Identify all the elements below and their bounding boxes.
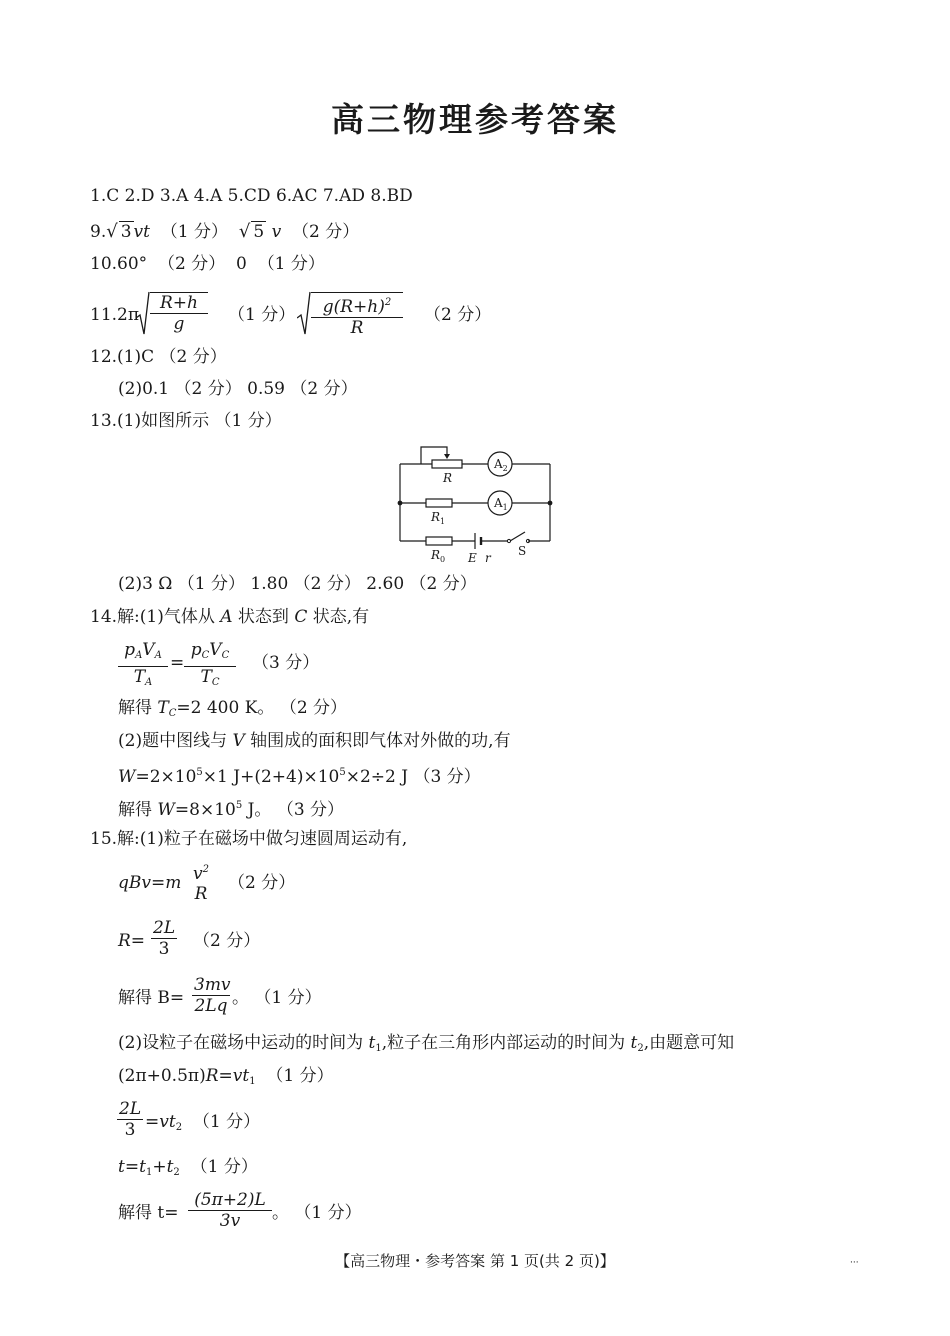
- resistor-R1: [426, 499, 452, 507]
- answer-13-part1: 13.(1)如图所示 （1 分）: [90, 411, 282, 431]
- label-r: r: [485, 551, 491, 565]
- answer-15-line5: (2)设粒子在磁场中运动的时间为 $t_1$,粒子在三角形内部运动的时间为 $t_2$,由题意可知: [118, 1033, 735, 1054]
- q15-eq3-fraction: $\frac{3mv}{2Lq}$: [194, 975, 231, 1016]
- q9-expr-1: vt: [133, 222, 150, 242]
- corner-mark: ···: [850, 1258, 859, 1268]
- q11-f1-denominator: g: [173, 314, 185, 334]
- page-title: 高三物理参考答案: [331, 100, 619, 139]
- equals-sign: =: [170, 653, 185, 673]
- q9-radicand-2: 5: [253, 222, 265, 242]
- q15-eq2-fraction: $\frac{2L}{3}$: [153, 918, 176, 959]
- answer-13-part2: (2)3 Ω （1 分） 1.80 （2 分） 2.60 （2 分）: [118, 574, 477, 594]
- sqrt-symbol: √: [106, 221, 118, 242]
- q10-answer-1: 60°: [117, 254, 148, 274]
- q11-score-1: （1 分）: [228, 305, 296, 325]
- q10-answer-2: 0: [236, 254, 247, 274]
- q15-eq5-score: 。 （1 分）: [272, 1203, 362, 1223]
- answer-15-line1: 15.解:(1)粒子在磁场中做匀速圆周运动有,: [90, 829, 408, 849]
- q15-eq4-fraction: $\frac{2L}{3}$: [119, 1099, 142, 1140]
- label-R: R: [443, 471, 453, 485]
- answer-14-line4: (2)题中图线与 V 轴围成的面积即气体对外做的功,有: [118, 731, 511, 751]
- q15-eq3-lhs: 解得 B=: [118, 988, 185, 1008]
- label-R0: $R_0$: [431, 548, 446, 564]
- label-S: S: [518, 544, 527, 558]
- answers-1-8: 1.C 2.D 3.A 4.A 5.CD 6.AC 7.AD 8.BD: [90, 186, 413, 206]
- q9-expr-2: v: [271, 222, 282, 242]
- answer-12-part2: (2)0.1 （2 分） 0.59 （2 分）: [118, 379, 358, 399]
- label-A1: $A_1$: [494, 496, 508, 512]
- answer-9: [90, 221, 359, 243]
- switch-S: [510, 532, 525, 541]
- answer-14-line6: 解得 $W=8\times 10^5$ J。 （3 分）: [118, 800, 345, 820]
- q11-number: 11.: [90, 305, 118, 325]
- label-A2: $A_2$: [494, 457, 508, 473]
- answer-12-part1: 12.(1)C （2 分）: [90, 347, 227, 367]
- q11-fraction-1: [150, 292, 208, 334]
- q15-eq5-fraction: $\frac{(5\pi+2)L}{3v}$: [188, 1190, 272, 1231]
- q9-number: 9.: [90, 222, 107, 242]
- answer-14-line3: 解得 $T_C=2$ 400 K。 （2 分）: [118, 698, 348, 719]
- q9-score-1: （1 分）: [160, 222, 229, 242]
- circuit-diagram: [390, 440, 560, 570]
- q10-score-1: （2 分）: [158, 254, 226, 274]
- answer-14-line1: 14.解:(1)气体从 A 状态到 C 状态,有: [90, 607, 370, 627]
- q14-fraction-right: $p_CV_C$ $T_C$: [184, 640, 236, 693]
- q15-eq2-score: （2 分）: [193, 931, 261, 951]
- q11-f2-numerator: $g(R+h)^2$: [311, 293, 403, 318]
- q10-number: 10.: [90, 254, 118, 274]
- q15-eq1-lhs: qBv=m: [118, 873, 182, 893]
- q11-coef: 2π: [117, 305, 140, 325]
- rheostat-R: [432, 460, 462, 468]
- q15-eq1-fraction: $v^2$ R: [193, 864, 209, 904]
- q15-eq3-score: 。 （1 分）: [232, 988, 322, 1008]
- answer-14-line5: $W=2\times 10^5\times 1$ $J+(2+4)\times 10^5\times 2\div 2$ J （3 分）: [118, 767, 481, 787]
- q15-eq5-lhs: 解得 t=: [118, 1203, 179, 1223]
- q15-eq4-rhs: $=vt_2$ （1 分）: [145, 1112, 261, 1133]
- label-R1: $R_1$: [431, 510, 446, 526]
- resistor-R0: [426, 537, 452, 545]
- radical-sign-1: [136, 290, 150, 338]
- q11-f2-denominator: R: [350, 318, 364, 338]
- page-footer: 【高三物理・参考答案 第 1 页(共 2 页)】: [335, 1252, 615, 1270]
- answer-10: [90, 253, 325, 275]
- q14-eq-score: （3 分）: [252, 653, 320, 673]
- q9-radicand-1: 3: [120, 222, 132, 242]
- sqrt-symbol: √: [238, 221, 251, 242]
- q15-eq1-score: （2 分）: [228, 873, 296, 893]
- q11-f1-numerator: R+h: [150, 293, 208, 314]
- q11-fraction-2: [311, 292, 403, 338]
- answer-15-line6: $(2\pi+0.5\pi)R=vt_1$ （1 分）: [118, 1066, 334, 1087]
- q11-score-2: （2 分）: [424, 305, 492, 325]
- q9-score-2: （2 分）: [291, 222, 360, 242]
- answer-15-line8: $t=t_1+t_2$ （1 分）: [118, 1157, 258, 1178]
- q15-eq2-lhs: R=: [118, 931, 146, 951]
- q14-fraction-left: $p_AV_A$ $T_A$: [118, 640, 168, 693]
- label-E: E: [468, 551, 477, 565]
- radical-sign-2: [297, 290, 311, 338]
- q10-score-2: （1 分）: [257, 254, 325, 274]
